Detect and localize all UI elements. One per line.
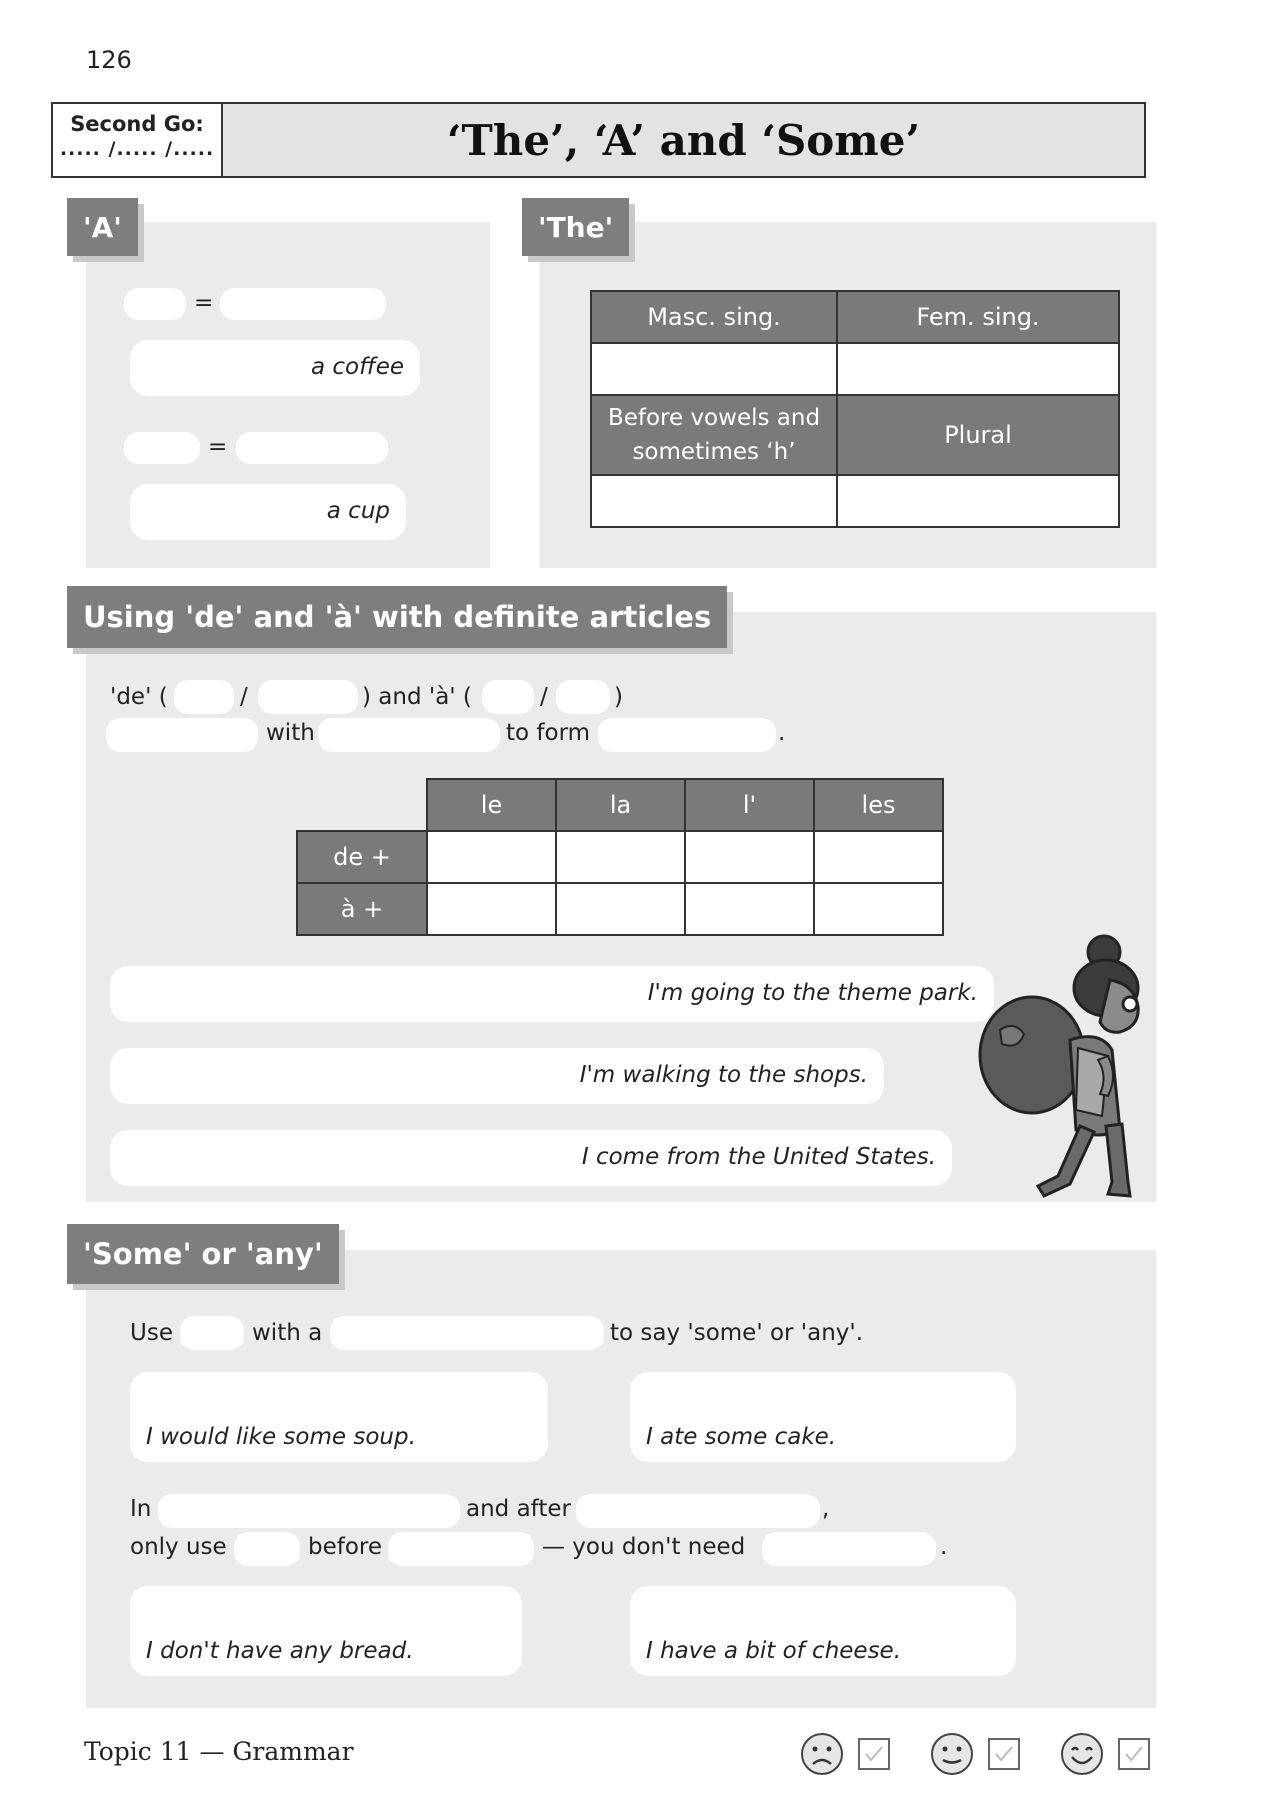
blank-a-2[interactable] — [220, 288, 386, 320]
de-a-line1-d: / — [540, 684, 548, 710]
the-cell-fem[interactable] — [837, 343, 1119, 395]
section-some-tag: 'Some' or 'any' — [67, 1224, 339, 1284]
checkmark-icon — [1120, 1740, 1148, 1768]
answer-theme-park[interactable] — [110, 966, 994, 1022]
checkmark-icon — [990, 1740, 1018, 1768]
col-le: le — [427, 779, 556, 831]
answer-a-coffee[interactable] — [130, 340, 420, 396]
blank-a-fr-2[interactable] — [556, 680, 610, 714]
row-a: à + — [297, 883, 427, 935]
the-cell-plural[interactable] — [837, 475, 1119, 527]
some-line3-a: only use — [130, 1534, 227, 1560]
section-a-tag: 'A' — [67, 198, 138, 256]
blank-de-4[interactable] — [318, 718, 500, 752]
the-table — [590, 290, 1120, 528]
sad-face-icon — [800, 1732, 844, 1776]
footer-topic: Topic 11 — Grammar — [84, 1737, 354, 1766]
the-header-fem: Fem. sing. — [837, 291, 1119, 343]
blank-de-3[interactable] — [106, 718, 258, 752]
some-line3-c: — you don't need — [542, 1534, 746, 1560]
blank-a-1[interactable] — [124, 288, 186, 320]
example-cheese: I have a bit of cheese. — [646, 1638, 902, 1664]
page-header — [51, 102, 1146, 178]
section-de-a-tag: Using 'de' and 'à' with definite articles — [67, 586, 727, 648]
answer-cheese[interactable] — [630, 1586, 1016, 1676]
blank-some-4[interactable] — [576, 1494, 820, 1528]
cell-a-les[interactable] — [814, 883, 943, 935]
equals-sign: = — [194, 290, 214, 316]
cell-de-les[interactable] — [814, 831, 943, 883]
blank-some-2[interactable] — [330, 1316, 604, 1350]
blank-a-3[interactable] — [124, 432, 200, 464]
sentence-united-states: I come from the United States. — [581, 1144, 936, 1170]
blank-de-1[interactable] — [174, 680, 234, 714]
answer-united-states[interactable] — [110, 1130, 952, 1186]
the-cell-vowels[interactable] — [591, 475, 837, 527]
blank-some-6[interactable] — [388, 1532, 534, 1566]
blank-a-4[interactable] — [236, 432, 388, 464]
example-bread: I don't have any bread. — [146, 1638, 414, 1664]
some-line2-b: and after — [466, 1496, 571, 1522]
example-a-cup: a cup — [326, 498, 390, 524]
happy-face-icon — [1060, 1732, 1104, 1776]
the-cell-masc[interactable] — [591, 343, 837, 395]
some-line2-c: , — [822, 1496, 830, 1522]
some-line2-a: In — [130, 1496, 152, 1522]
blank-some-5[interactable] — [234, 1532, 300, 1566]
de-a-line1-b: / — [240, 684, 248, 710]
answer-soup[interactable] — [130, 1372, 548, 1462]
answer-bread[interactable] — [130, 1586, 522, 1676]
blank-some-1[interactable] — [180, 1316, 244, 1350]
de-a-line2-b: to form — [506, 720, 591, 746]
de-a-line1-e: ) — [614, 684, 623, 710]
neutral-face-icon — [930, 1732, 974, 1776]
col-les: les — [814, 779, 943, 831]
example-a-coffee: a coffee — [310, 354, 404, 380]
checkmark-icon — [860, 1740, 888, 1768]
some-line1-a: Use — [130, 1320, 173, 1346]
answer-a-cup[interactable] — [130, 484, 406, 540]
some-line3-d: . — [940, 1534, 948, 1560]
page-number: 126 — [86, 46, 132, 74]
checkbox-sad[interactable] — [858, 1738, 890, 1770]
de-a-line1-c: ) and 'à' ( — [362, 684, 472, 710]
cell-de-l[interactable] — [685, 831, 814, 883]
answer-cake[interactable] — [630, 1372, 1016, 1462]
sentence-theme-park: I'm going to the theme park. — [647, 980, 978, 1006]
some-line1-c: to say 'some' or 'any'. — [610, 1320, 864, 1346]
some-line1-b: with a — [252, 1320, 323, 1346]
sentence-shops: I'm walking to the shops. — [579, 1062, 868, 1088]
the-header-masc: Masc. sing. — [591, 291, 837, 343]
blank-a-fr-1[interactable] — [482, 680, 534, 714]
second-go-date[interactable]: ..... /..... /..... — [59, 138, 215, 160]
cell-de-la[interactable] — [556, 831, 685, 883]
the-header-plural: Plural — [837, 395, 1119, 475]
col-l-apostrophe: l' — [685, 779, 814, 831]
example-cake: I ate some cake. — [646, 1424, 837, 1450]
the-header-vowels: Before vowels and sometimes ‘h’ — [591, 395, 837, 475]
checkbox-neutral[interactable] — [988, 1738, 1020, 1770]
blank-de-2[interactable] — [258, 680, 358, 714]
second-go-label: Second Go: — [70, 112, 204, 136]
cell-a-le[interactable] — [427, 883, 556, 935]
woman-with-sack-illustration — [970, 930, 1150, 1205]
cell-de-le[interactable] — [427, 831, 556, 883]
row-de: de + — [297, 831, 427, 883]
de-a-line2-c: . — [778, 720, 786, 746]
answer-shops[interactable] — [110, 1048, 884, 1104]
blank-de-5[interactable] — [598, 718, 776, 752]
example-soup: I would like some soup. — [146, 1424, 416, 1450]
checkbox-happy[interactable] — [1118, 1738, 1150, 1770]
cell-a-la[interactable] — [556, 883, 685, 935]
cell-a-l[interactable] — [685, 883, 814, 935]
page-title: ‘The’, ‘A’ and ‘Some’ — [446, 115, 921, 165]
section-the-tag: 'The' — [522, 198, 629, 256]
blank-some-7[interactable] — [762, 1532, 936, 1566]
equals-sign-2: = — [208, 434, 228, 460]
col-la: la — [556, 779, 685, 831]
de-a-line2-a: with — [266, 720, 315, 746]
some-line3-b: before — [308, 1534, 383, 1560]
second-go-box[interactable] — [53, 104, 223, 176]
blank-some-3[interactable] — [158, 1494, 460, 1528]
de-a-line1-a: 'de' ( — [110, 684, 168, 710]
de-a-table — [296, 778, 944, 936]
